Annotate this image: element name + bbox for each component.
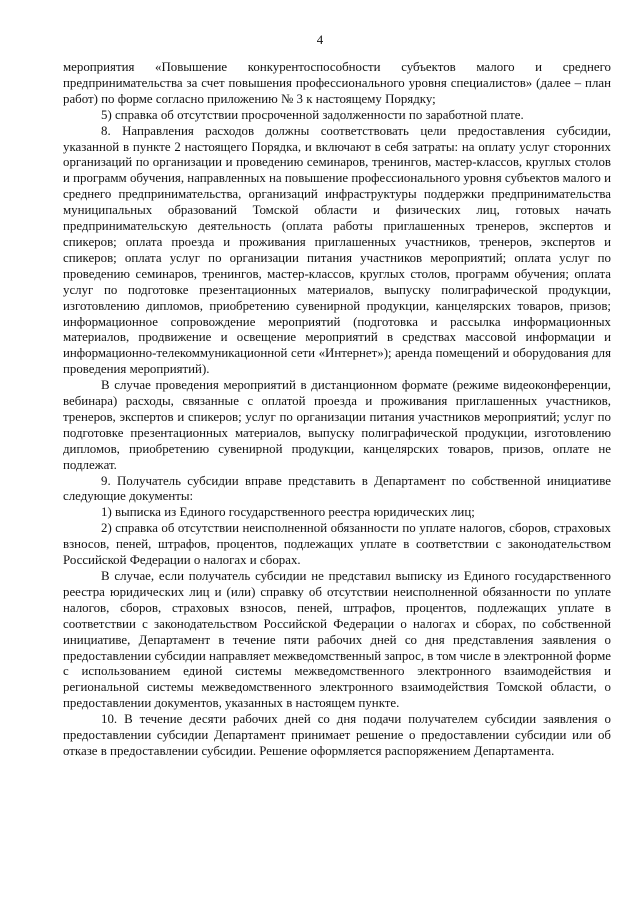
paragraph-item-2: 2) справка об отсутствии неисполненной обязанности по уплате налогов, сборов, страховых взносов, пеней, штрафов, процентов, подлежащих уплате в соответствии с законодательством Российской Федерации о налогах и сборах. xyxy=(63,521,611,568)
document-body xyxy=(63,60,611,760)
paragraph-section-8: 8. Направления расходов должны соответствовать цели предоставления субсидии, указанной в пункте 2 настоящего Порядка, и включают в себя затраты: на оплату услуг сторонних организаций по организации и проведению семинаров, тренингов, мастер-классов, круглых столов и программ обучения, направленных на повышение профессионального уровня субъектов малого и среднего предпринимательства, организаций инфраструктуры поддержки предпринимательства муниципальных образований Томской области и физических лиц, готовых начать предпринимательскую деятельность (оплата работы приглашенных тренеров, экспертов и спикеров; оплата проезда и проживания приглашенных участников, тренеров, экспертов и спикеров; оплата услуг по организации питания участников мероприятий; оплата услуг по проведению семинаров, тренингов, мастер-классов, круглых столов, программ обучения; оплата услуг по подготовке презентационных материалов, выпуску полиграфической продукции, изготовлению дипломов, приобретению сувенирной продукции, канцелярских товаров, призов; информационное сопровождение мероприятий (подготовка и рассылка информационных материалов, продвижение и освещение мероприятий в средствах массовой информации и информационно-телекоммуникационной сети «Интернет»); аренда помещений и оборудования для проведения мероприятий). xyxy=(63,123,611,377)
paragraph-section-9: 9. Получатель субсидии вправе представить в Департамент по собственной инициативе следующие документы: xyxy=(63,473,611,504)
paragraph-item-1: 1) выписка из Единого государственного реестра юридических лиц; xyxy=(101,505,475,520)
paragraph-plan-continuation: мероприятия «Повышение конкурентоспособности субъектов малого и среднего предпринимательства за счет повышения профессионального уровня специалистов» (далее – план работ) по форме согласно приложению № 3 к настоящему Порядку; xyxy=(63,60,611,106)
page-number: 4 xyxy=(316,33,324,47)
paragraph-item-5: 5) справка об отсутствии просроченной задолженности по заработной плате. xyxy=(101,107,524,122)
paragraph-interagency-request: В случае, если получатель субсидии не представил выписку из Единого государственного реестра юридических лиц и (или) справку об отсутствии неисполненной обязанности по уплате налогов, сборов, страховых взносов, пеней, штрафов, процентов, подлежащих уплате в соответствии с законодательством Российской Федерации о налогах и сборах, по собственной инициативе, Департамент в течение пяти рабочих дней со дня представления заявления о предоставлении субсидии направляет межведомственный запрос, в том числе в электронной форме с использованием единой системы межведомственного электронного взаимодействия и региональной системы межведомственного электронного взаимодействия Томской области, о предоставлении документов, указанных в настоящем пункте. xyxy=(63,569,611,711)
paragraph-remote-format: В случае проведения мероприятий в дистанционном формате (режиме видеоконференции, вебинара) расходы, связанные с оплатой проезда и проживания приглашенных участников, тренеров, экспертов и спикеров; услуг по организации питания участников мероприятий; услуг по подготовке презентационных материалов, выпуску полиграфической продукции, изготовлению дипломов, приобретению сувенирной продукции, канцелярских товаров, призов, оплате не подлежат. xyxy=(63,378,611,472)
paragraph-section-10: 10. В течение десяти рабочих дней со дня подачи получателем субсидии заявления о предоставлении субсидии Департамент принимает решение о предоставлении субсидии или об отказе в предоставлении субсидии. Решение оформляется распоряжением Департамента. xyxy=(63,712,611,758)
